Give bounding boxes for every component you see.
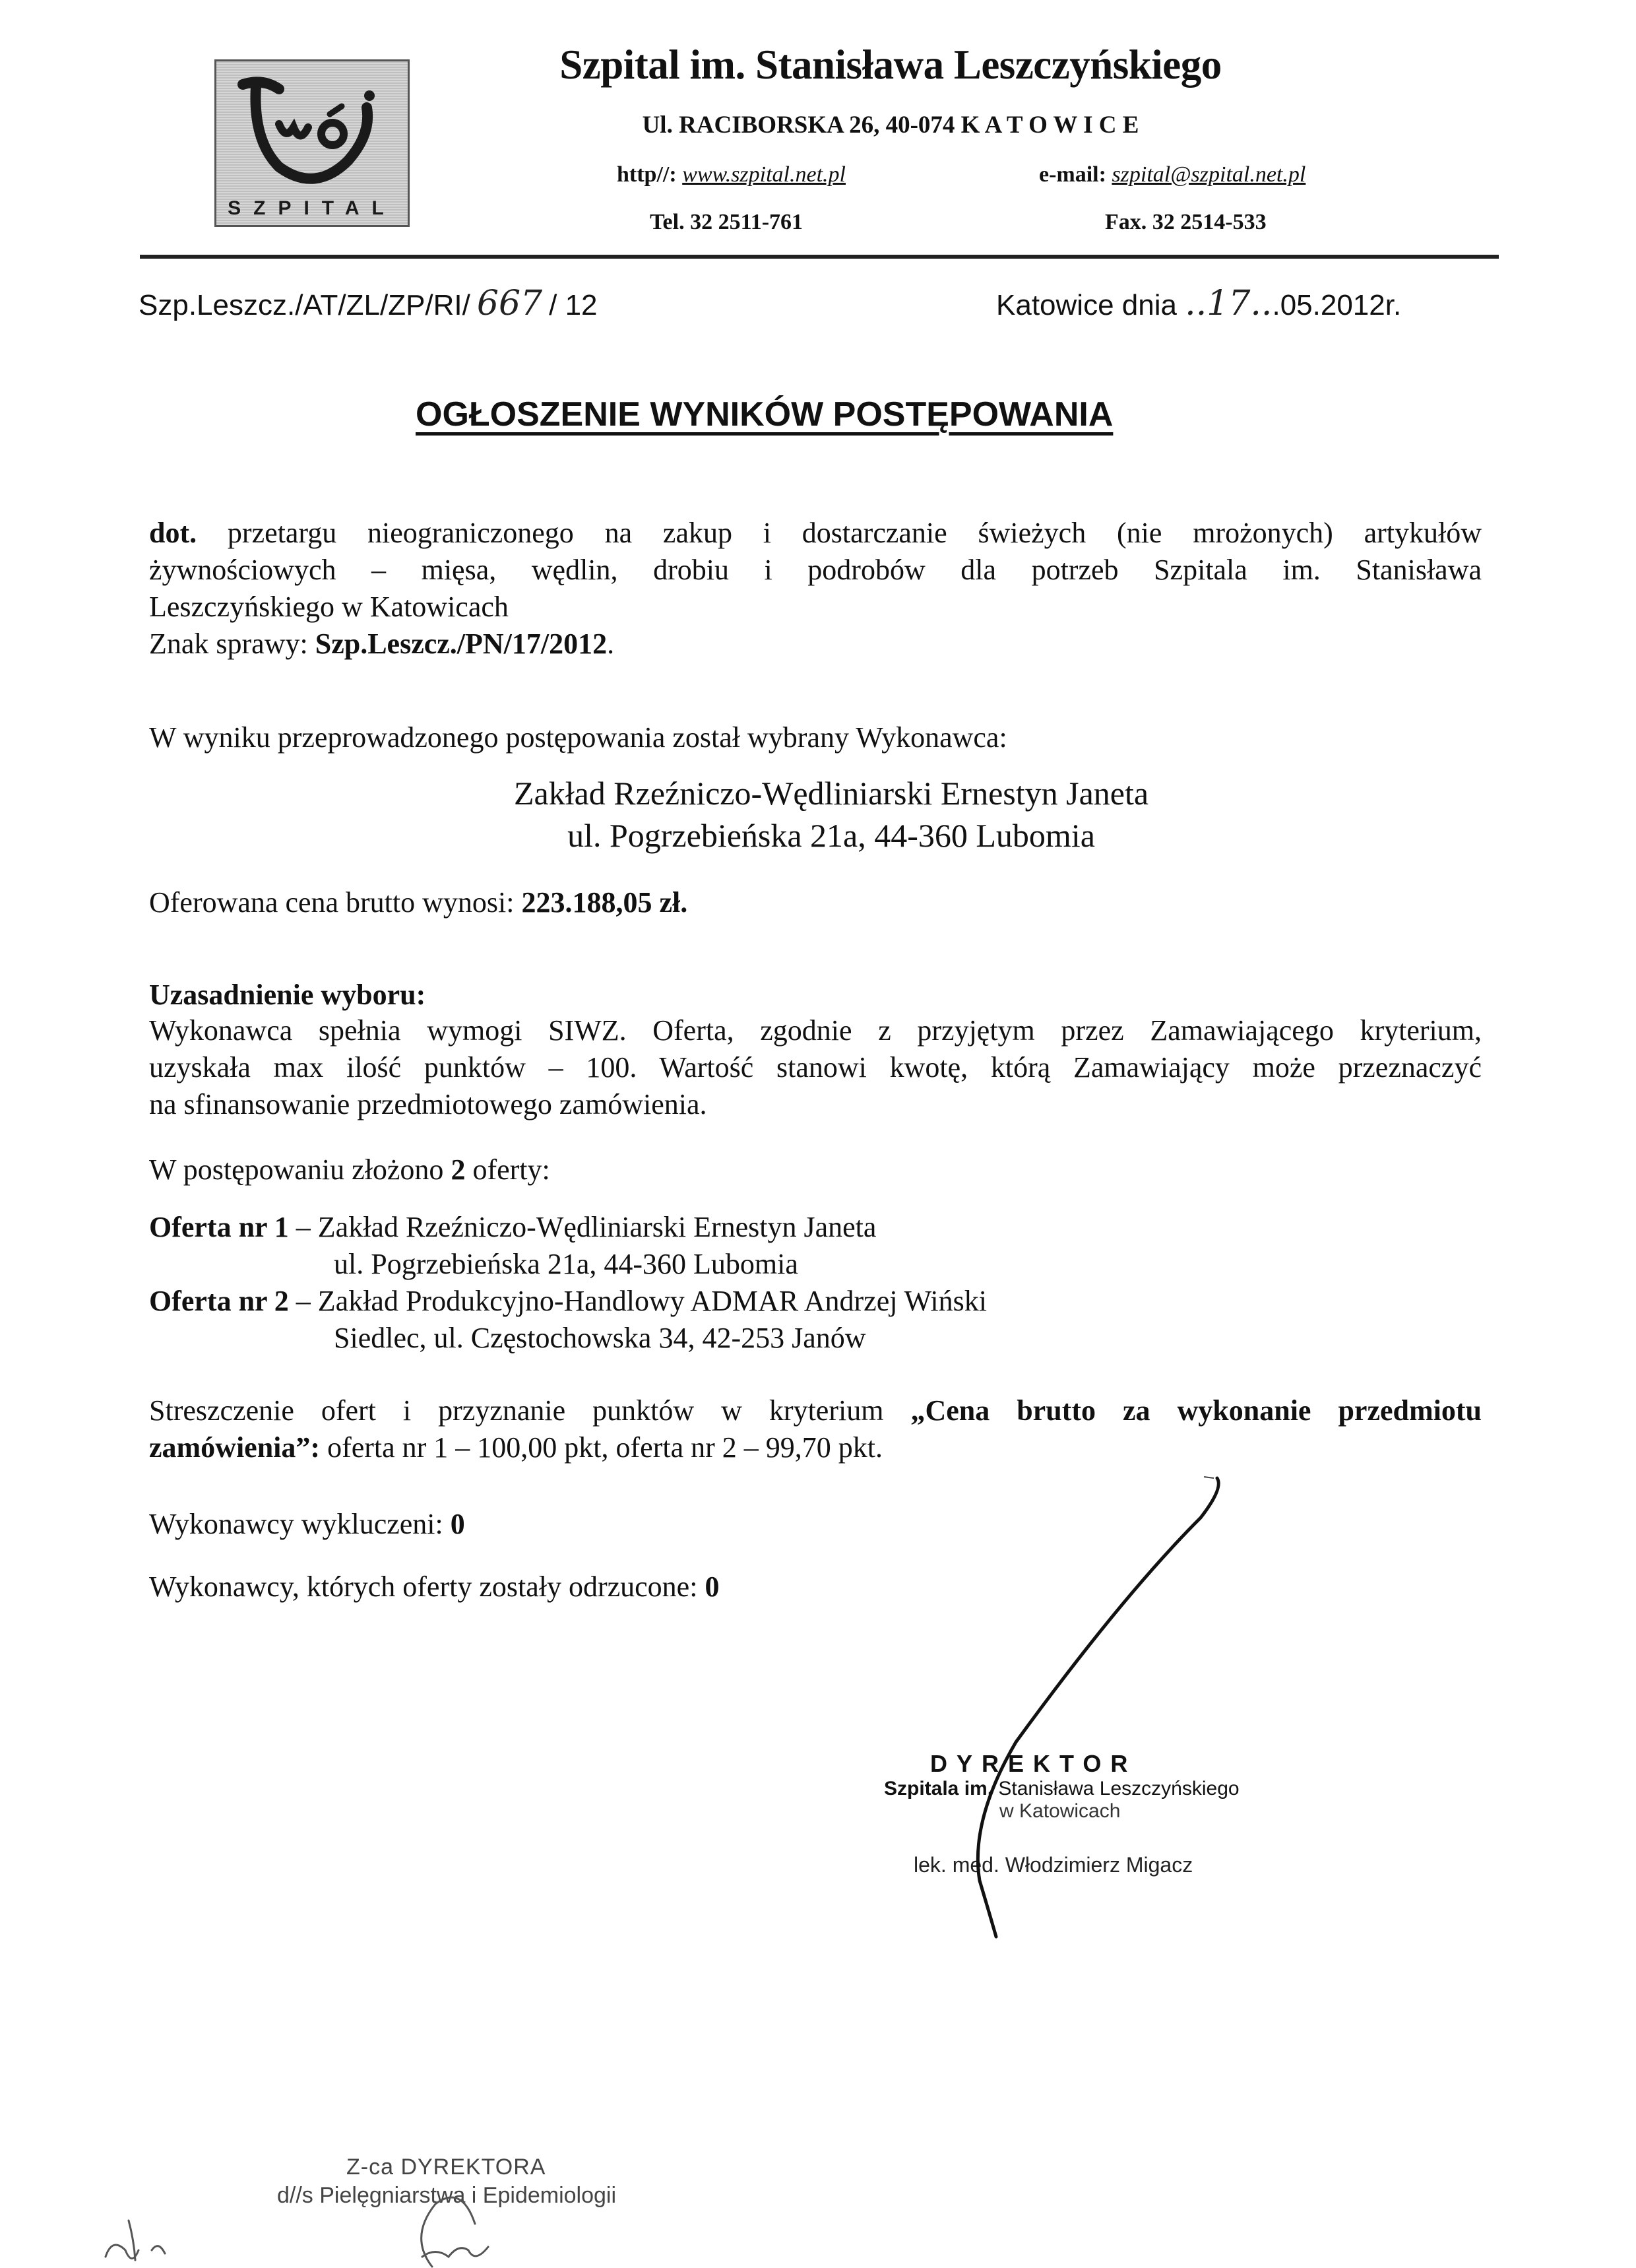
hospital-address: Ul. RACIBORSKA 26, 40-074 K A T O W I C E: [642, 112, 1139, 139]
letterhead-divider: [140, 255, 1499, 259]
subject-paragraph: [149, 515, 1482, 663]
phone-number: Tel. 32 2511-761: [650, 210, 803, 234]
case-label: Znak sprawy:: [149, 628, 315, 660]
offers-count: 2: [451, 1153, 466, 1186]
offered-price: [149, 884, 687, 921]
case-end: .: [607, 628, 615, 660]
paraph-signature: [106, 2220, 165, 2260]
offer-item: [149, 1283, 987, 1357]
excluded-label: Wykonawcy wykluczeni:: [149, 1508, 451, 1540]
justification-body: [149, 1012, 1482, 1123]
offers-intro-prefix: W postępowaniu złożono: [149, 1153, 451, 1186]
date-prefix: Katowice dnia: [996, 289, 1185, 321]
hospital-logo: [214, 59, 410, 227]
reference-handwritten: 667: [476, 284, 543, 323]
justification-line: Wykonawca spełnia wymogi SIWZ. Oferta, zgodnie z przyjętym przez Zamawiającego kryterium,: [149, 1014, 1482, 1047]
subject-line-text: przetargu nieograniczonego na zakup i dostarczanie świeżych (nie mrożonych) artykułów: [197, 517, 1482, 549]
scores-summary: [149, 1392, 1482, 1466]
case-number-line: [149, 626, 1482, 663]
summary-prefix: Streszczenie ofert i przyznanie punktów w kryterium: [149, 1394, 911, 1427]
logo-smile-icon: [216, 61, 408, 193]
criterion-name-end: zamówienia”:: [149, 1431, 321, 1464]
winner-block: [158, 772, 1504, 857]
offers-intro-suffix: oferty:: [465, 1153, 550, 1186]
subject-line: [149, 515, 1482, 552]
offer-label: Oferta nr 1: [149, 1211, 289, 1243]
reference-number: [139, 284, 598, 323]
reference-prefix: Szp.Leszcz./AT/ZL/ZP/RI/: [139, 289, 470, 321]
offers-list: [149, 1209, 987, 1357]
summary-line: [149, 1429, 1482, 1466]
deputy-stamp-subtitle: d//s Pielęgniarstwa i Epidemiologii: [277, 2183, 617, 2208]
website-line: [617, 162, 846, 187]
offer-separator: –: [288, 1285, 318, 1317]
offer-item: [149, 1209, 987, 1283]
email-link[interactable]: szpital@szpital.net.pl: [1112, 162, 1306, 187]
document-title: OGŁOSZENIE WYNIKÓW POSTĘPOWANIA: [416, 395, 1114, 434]
logo-caption: SZPITAL: [228, 197, 396, 219]
scores-text: oferta nr 1 – 100,00 pkt, oferta nr 2 – 99,70 pkt.: [320, 1431, 883, 1464]
date-handwritten-day: ..17..: [1185, 284, 1273, 323]
director-signature-tail: [1204, 1477, 1214, 1478]
director-name: lek. med. Włodzimierz Migacz: [914, 1853, 1193, 1877]
subject-lead: dot.: [149, 517, 197, 549]
subject-line: Leszczyńskiego w Katowicach: [149, 591, 509, 623]
director-stamp-line2: w Katowicach: [999, 1800, 1121, 1822]
case-number: Szp.Leszcz./PN/17/2012: [315, 628, 608, 660]
rejected-value: 0: [705, 1571, 720, 1603]
fax-number: Fax. 32 2514-533: [1105, 210, 1267, 234]
price-value: 223.188,05 zł.: [521, 886, 688, 919]
email-label: e-mail:: [1039, 162, 1112, 187]
deputy-stamp-title: Z-ca DYREKTORA: [346, 2155, 546, 2180]
winner-name: Zakład Rzeźniczo-Wędliniarski Ernestyn Janeta: [513, 775, 1149, 812]
offer-address: ul. Pogrzebieńska 21a, 44-360 Lubomia: [334, 1248, 798, 1280]
criterion-name: „Cena brutto za wykonanie przedmiotu: [910, 1394, 1482, 1427]
document-date: [996, 284, 1401, 323]
date-suffix: .05.2012r.: [1272, 289, 1402, 321]
reference-suffix: / 12: [549, 289, 598, 321]
offer-name: Zakład Rzeźniczo-Wędliniarski Ernestyn Janeta: [317, 1211, 877, 1243]
hospital-name: Szpital im. Stanisława Leszczyńskiego: [559, 42, 1222, 88]
website-label: http//:: [617, 162, 683, 187]
offer-label: Oferta nr 2: [149, 1285, 289, 1317]
offer-address: Siedlec, ul. Częstochowska 34, 42-253 Janów: [334, 1322, 866, 1354]
stamp-line1-bold: Szpitala im.: [884, 1778, 993, 1799]
price-label: Oferowana cena brutto wynosi:: [149, 886, 522, 919]
rejected-offers: [149, 1569, 719, 1605]
offer-separator: –: [288, 1211, 318, 1243]
director-stamp-title: DYREKTOR: [930, 1750, 1137, 1777]
summary-line: [149, 1392, 1482, 1429]
director-stamp-line1: [884, 1778, 1240, 1800]
justification-line: uzyskała max ilość punktów – 100. Wartość stanowi kwotę, którą Zamawiający może przeznaczyć: [149, 1051, 1482, 1084]
winner-intro: W wyniku przeprowadzonego postępowania został wybrany Wykonawca:: [149, 721, 1007, 754]
winner-address: ul. Pogrzebieńska 21a, 44-360 Lubomia: [567, 817, 1095, 854]
excluded-contractors: [149, 1506, 465, 1543]
website-link[interactable]: www.szpital.net.pl: [682, 162, 846, 187]
justification-line: na sfinansowanie przedmiotowego zamówienia.: [149, 1088, 707, 1120]
justification-heading: Uzasadnienie wyboru:: [149, 979, 426, 1011]
email-line: [1039, 162, 1306, 187]
excluded-value: 0: [450, 1508, 465, 1540]
offers-intro: [149, 1151, 550, 1188]
offer-name: Zakład Produkcyjno-Handlowy ADMAR Andrzej Wiński: [317, 1285, 987, 1317]
rejected-label: Wykonawcy, których oferty zostały odrzucone:: [149, 1571, 705, 1603]
stamp-line1-rest: Stanisława Leszczyńskiego: [993, 1778, 1240, 1799]
subject-line: żywnościowych – mięsa, wędlin, drobiu i podrobów dla potrzeb Szpitala im. Stanisława: [149, 554, 1482, 586]
